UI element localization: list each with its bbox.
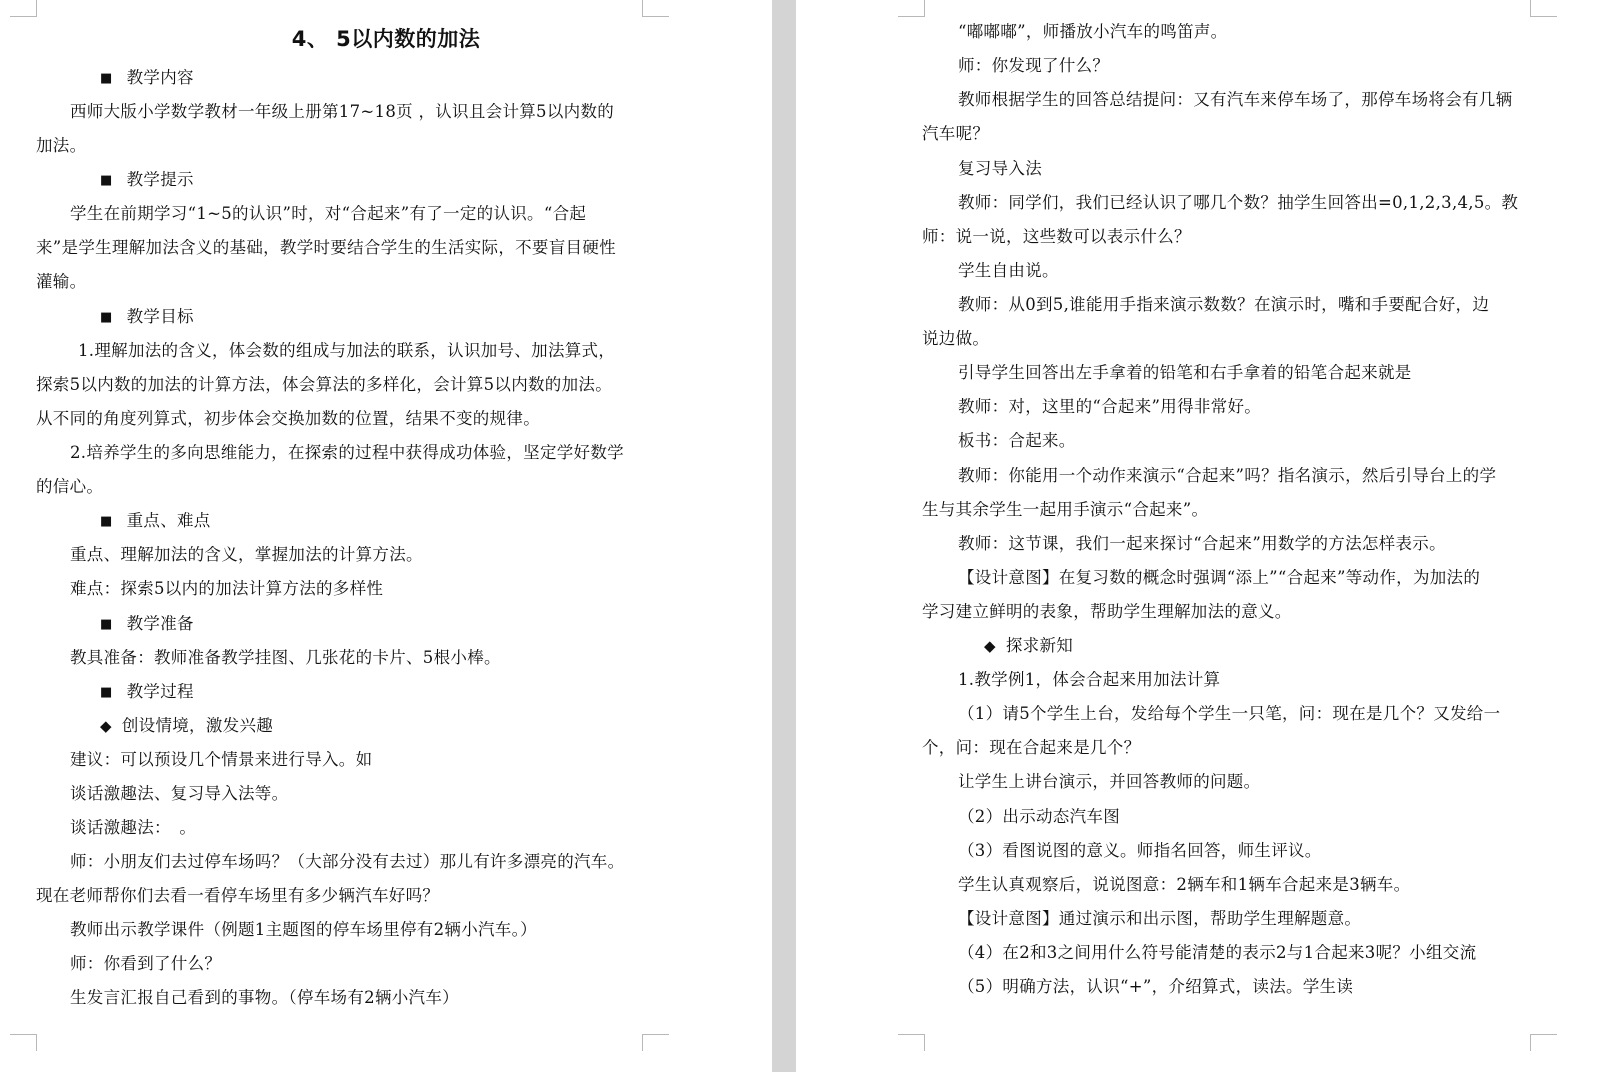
crop-mark xyxy=(1530,0,1557,17)
line-text: 教师：从0到5,谁能用手指来演示数数？在演示时，嘴和手要配合好，边 xyxy=(958,295,1490,314)
right-text-line xyxy=(958,259,1059,283)
line-text: 让学生上讲台演示，并回答教师的问题。 xyxy=(958,772,1261,791)
right-text-line xyxy=(958,191,1518,215)
left-text-line xyxy=(36,884,439,908)
line-text: “嘟嘟嘟”，师播放小汽车的鸣笛声。 xyxy=(958,22,1228,41)
left-text-line xyxy=(70,577,383,601)
left-text-line xyxy=(70,748,372,772)
right-text-line xyxy=(958,873,1410,897)
line-text: 教学内容 xyxy=(126,68,194,87)
line-text: 个，问：现在合起来是几个？ xyxy=(922,738,1141,757)
line-text: 难点：探索5以内的加法计算方法的多样性 xyxy=(70,579,384,598)
line-text: 来”是学生理解加法含义的基础，教学时要结合学生的生活实际，不要盲目硬性 xyxy=(36,238,616,257)
line-text: 师：你看到了什么？ xyxy=(70,954,222,973)
left-heading-line xyxy=(100,305,194,331)
line-text: （1）请5个学生上台，发给每个学生一只笔，问：现在是几个？又发给一 xyxy=(958,704,1501,723)
right-text-line xyxy=(958,532,1446,556)
right-page xyxy=(796,0,1613,1072)
line-text: 板书：合起来。 xyxy=(958,431,1076,450)
left-heading-line xyxy=(100,680,194,706)
line-text: 生与其余学生一起用手演示“合起来”。 xyxy=(922,500,1209,519)
left-text-line xyxy=(70,646,501,670)
right-text-line xyxy=(922,327,989,351)
line-text: 教师根据学生的回答总结提问：又有汽车来停车场了，那停车场将会有几辆 xyxy=(958,90,1513,109)
line-text: 建议：可以预设几个情景来进行导入。如 xyxy=(70,750,373,769)
right-text-line xyxy=(958,770,1260,794)
right-text-line xyxy=(958,54,1109,78)
square-bullet-icon: ■ xyxy=(100,685,113,700)
crop-mark xyxy=(642,1034,669,1051)
line-text: 教学目标 xyxy=(126,307,194,326)
right-text-line xyxy=(958,975,1353,999)
left-text-line xyxy=(78,339,615,363)
line-text: 加法。 xyxy=(36,136,87,155)
left-text-line xyxy=(70,816,196,840)
line-text: 探求新知 xyxy=(1005,636,1074,655)
right-text-line xyxy=(958,157,1042,181)
line-text: 【设计意图】在复习数的概念时强调“添上”“合起来”等动作，为加法的 xyxy=(958,568,1481,587)
crop-mark xyxy=(898,1034,925,1051)
line-text: 现在老师帮你们去看一看停车场里有多少辆汽车好吗？ xyxy=(36,886,440,905)
right-text-line xyxy=(958,907,1361,931)
line-text: 汽车呢？ xyxy=(922,124,990,143)
line-text: 1.理解加法的含义，体会数的组成与加法的联系，认识加号、加法算式， xyxy=(78,341,616,360)
line-text: 师：说一说，这些数可以表示什么？ xyxy=(922,227,1191,246)
line-text: 探索5以内数的加法的计算方法，体会算法的多样化，会计算5以内数的加法。 xyxy=(36,375,612,394)
line-text: 师：小朋友们去过停车场吗？（大部分没有去过）那儿有许多漂亮的汽车。 xyxy=(70,852,625,871)
right-text-line xyxy=(922,600,1292,624)
line-text: 生发言汇报自己看到的事物。（停车场有2辆小汽车） xyxy=(70,988,459,1007)
left-text-line xyxy=(70,952,221,976)
right-text-line xyxy=(922,122,989,146)
line-text: 重点、理解加法的含义，掌握加法的计算方法。 xyxy=(70,545,423,564)
left-text-line xyxy=(70,918,537,942)
left-text-line xyxy=(36,475,103,499)
square-bullet-icon: ■ xyxy=(100,514,113,529)
right-text-line xyxy=(958,293,1489,317)
left-text-line xyxy=(36,236,616,260)
right-text-line xyxy=(958,20,1227,44)
right-text-line xyxy=(958,805,1120,829)
left-text-line xyxy=(70,782,288,806)
page-gap xyxy=(772,0,796,1072)
left-heading-line xyxy=(100,509,211,535)
line-text: 【设计意图】通过演示和出示图，帮助学生理解题意。 xyxy=(958,909,1362,928)
line-text: 教师：对，这里的“合起来”用得非常好。 xyxy=(958,397,1262,416)
right-text-line xyxy=(958,464,1496,488)
left-page xyxy=(0,0,772,1072)
left-heading-line xyxy=(100,714,273,738)
crop-mark xyxy=(642,0,669,17)
line-text: 教学准备 xyxy=(126,614,194,633)
right-text-line xyxy=(958,429,1076,453)
right-text-line xyxy=(958,361,1412,385)
crop-mark xyxy=(898,0,925,17)
square-bullet-icon: ■ xyxy=(100,310,113,325)
right-text-line xyxy=(922,225,1191,249)
line-text: （4）在2和3之间用什么符号能清楚的表示2与1合起来3呢？小组交流 xyxy=(958,943,1477,962)
crop-mark xyxy=(10,0,37,17)
line-text: 学生自由说。 xyxy=(958,261,1059,280)
line-text: 学生在前期学习“1~5的认识”时，对“合起来”有了一定的认识。“合起 xyxy=(70,204,587,223)
line-text: 教师：同学们，我们已经认识了哪几个数？抽学生回答出=0,1,2,3,4,5。教 xyxy=(958,193,1519,212)
left-heading-line xyxy=(100,612,194,638)
line-text: 教具准备：教师准备教学挂图、几张花的卡片、5根小棒。 xyxy=(70,648,501,667)
left-text-line xyxy=(36,373,612,397)
line-text: （2）出示动态汽车图 xyxy=(958,807,1120,826)
line-text: 学生认真观察后，说说图意：2辆车和1辆车合起来是3辆车。 xyxy=(958,875,1411,894)
line-text: 教师出示教学课件（例题1主题图的停车场里停有2辆小汽车。） xyxy=(70,920,537,939)
line-text: （3）看图说图的意义。师指名回答，师生评议。 xyxy=(958,841,1322,860)
left-text-line xyxy=(36,407,540,431)
square-bullet-icon: ■ xyxy=(100,173,113,188)
line-text: 复习导入法 xyxy=(958,159,1042,178)
right-text-line xyxy=(958,88,1512,112)
square-bullet-icon: ■ xyxy=(100,71,113,86)
diamond-bullet-icon: ◆ xyxy=(984,637,996,655)
right-text-line xyxy=(958,668,1220,692)
line-text: 教学提示 xyxy=(126,170,194,189)
line-text: 师：你发现了什么？ xyxy=(958,56,1110,75)
square-bullet-icon: ■ xyxy=(100,617,113,632)
line-text: 教师：这节课，我们一起来探讨“合起来”用数学的方法怎样表示。 xyxy=(958,534,1446,553)
left-text-line xyxy=(36,270,86,294)
right-text-line xyxy=(958,566,1480,590)
left-text-line xyxy=(70,202,586,226)
line-text: （5）明确方法，认识“+”，介绍算式，读法。学生读 xyxy=(958,977,1354,996)
line-text: 灌输。 xyxy=(36,272,87,291)
right-text-line xyxy=(958,839,1322,863)
left-text-line xyxy=(70,543,423,567)
crop-mark xyxy=(1530,1034,1557,1051)
line-text: 谈话激趣法、复习导入法等。 xyxy=(70,784,289,803)
left-heading-line xyxy=(100,168,194,194)
line-text: 教学过程 xyxy=(126,682,194,701)
line-text: 学习建立鲜明的表象，帮助学生理解加法的意义。 xyxy=(922,602,1292,621)
diamond-bullet-icon: ◆ xyxy=(100,717,112,735)
line-text: 1.教学例1，体会合起来用加法计算 xyxy=(958,670,1221,689)
line-text: 2.培养学生的多向思维能力，在探索的过程中获得成功体验，坚定学好数学 xyxy=(70,443,624,462)
left-text-line xyxy=(70,100,614,124)
line-text: 教师：你能用一个动作来演示“合起来”吗？指名演示，然后引导台上的学 xyxy=(958,466,1497,485)
line-text: 谈话激趣法： 。 xyxy=(70,818,197,837)
right-text-line xyxy=(958,395,1261,419)
line-text: 说边做。 xyxy=(922,329,990,348)
right-text-line xyxy=(922,736,1140,760)
left-text-line xyxy=(70,441,624,465)
line-text: 的信心。 xyxy=(36,477,104,496)
line-text: 西师大版小学数学教材一年级上册第17~18页 ，认识且会计算5以内数的 xyxy=(70,102,615,121)
left-text-line xyxy=(70,986,459,1010)
right-text-line xyxy=(958,702,1500,726)
left-text-line xyxy=(70,850,624,874)
right-heading-line xyxy=(984,634,1073,658)
line-text: 重点、难点 xyxy=(126,511,211,530)
right-text-line xyxy=(958,941,1476,965)
page-title: 4、 5以内数的加法 xyxy=(291,27,481,51)
line-text: 引导学生回答出左手拿着的铅笔和右手拿着的铅笔合起来就是 xyxy=(958,363,1412,382)
left-heading-line xyxy=(100,66,194,92)
left-text-line xyxy=(36,134,86,158)
line-text: 创设情境，激发兴趣 xyxy=(121,716,274,735)
crop-mark xyxy=(10,1034,37,1051)
line-text: 从不同的角度列算式，初步体会交换加数的位置，结果不变的规律。 xyxy=(36,409,540,428)
right-text-line xyxy=(922,498,1208,522)
